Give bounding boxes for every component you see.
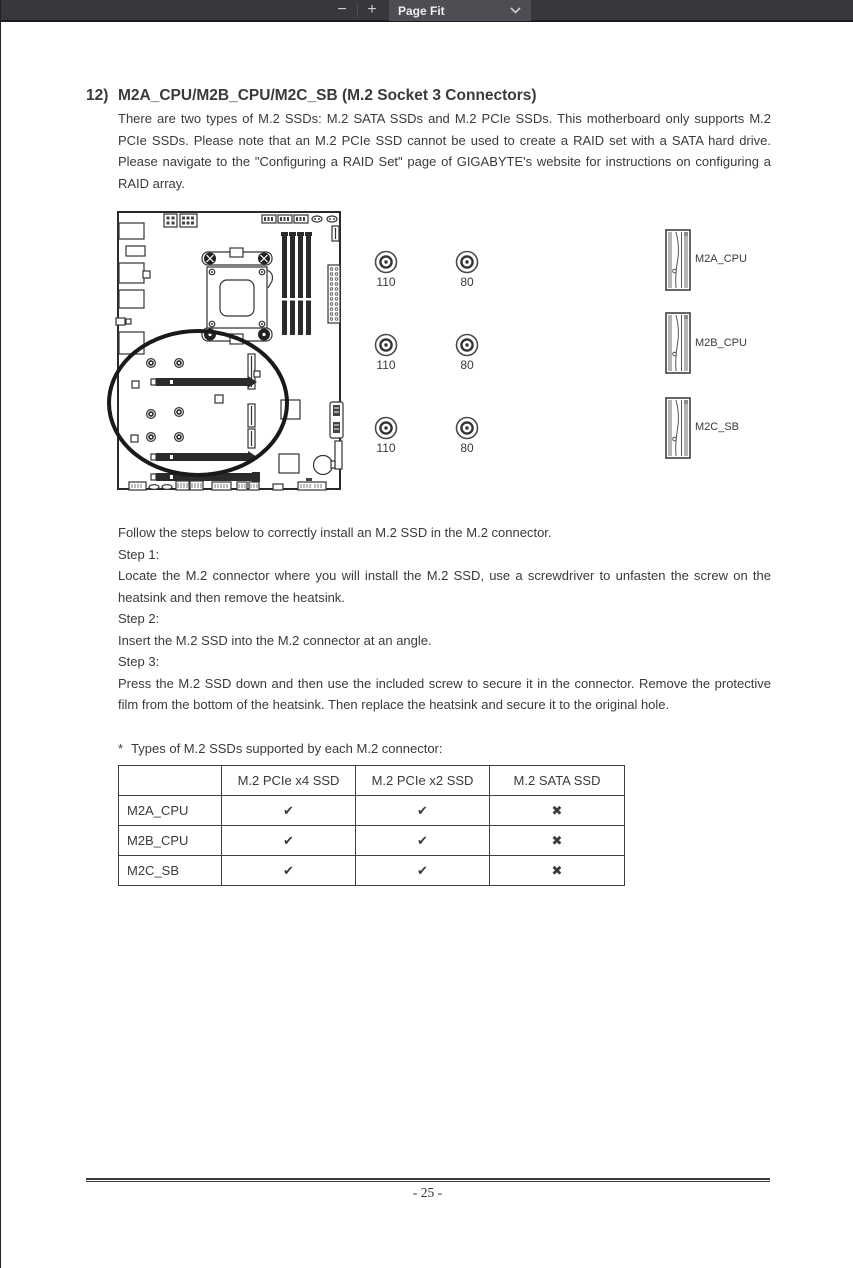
table-row [119,826,625,856]
header-pcie-x4: M.2 PCIe x4 SSD [222,766,356,796]
step-2-label: Step 2: [118,611,160,626]
check-mark: ✔ [222,856,356,886]
screw-hole-icon [373,332,399,358]
table-header-row [119,766,625,796]
cross-mark: ✖ [490,796,625,826]
zoom-in-button[interactable]: + [367,1,377,18]
row-name: M2B_CPU [119,826,222,856]
table-row [119,796,625,826]
screw-hole-icon [373,249,399,275]
step-1-label: Step 1: [118,546,160,562]
screw-hole-110-row1 [366,249,406,289]
screw-length-label: 80 [460,275,474,289]
screw-length-label: 80 [460,441,474,455]
step-3-label: Step 3: [118,654,160,669]
chevron-down-icon [510,7,521,14]
page-fit-select[interactable] [389,0,531,21]
screw-length-label: 110 [376,275,396,289]
screw-hole-110-row3 [366,415,406,455]
header-blank [119,766,222,796]
cross-mark: ✖ [490,856,625,886]
screw-hole-110-row2 [366,332,406,372]
table-row [119,856,625,886]
check-mark: ✔ [356,826,490,856]
check-mark: ✔ [356,796,490,826]
row-name: M2A_CPU [119,796,222,826]
m2-support-table [118,765,625,886]
motherboard-diagram [114,208,344,493]
caption-asterisk: * [118,741,124,756]
row-name: M2C_SB [119,856,222,886]
screw-hole-80-row1 [447,249,487,289]
intro-paragraph: There are two types of M.2 SSDs: M.2 SATA SSDs and M.2 PCIe SSDs. This motherboard only supports M.2 PCIe SSDs. Please note that an M.2 PCIe SSD cannot be used to create a RAID set with a SATA hard drive. Please navigate to the "Configuring a RAID Set" page of GIGABYTE's website for instructions on configuring a RAID array. [118,111,771,191]
header-pcie-x2: M.2 PCIe x2 SSD [356,766,490,796]
check-mark: ✔ [222,796,356,826]
m2-connector-icon [665,229,691,291]
connector-label-m2c-sb: M2C_SB [695,421,740,433]
step-1-text: Locate the M.2 connector where you will install the M.2 SSD, use a screwdriver to unfasten the screw on the heatsink and then remove the heatsink. [118,568,771,605]
screw-hole-icon [373,415,399,441]
pdf-toolbar [1,0,853,22]
step-2-text: Insert the M.2 SSD into the M.2 connector at an angle. [118,632,432,648]
table-caption [118,741,443,756]
screw-hole-icon [454,332,480,358]
zoom-out-button[interactable]: − [337,1,347,18]
screw-hole-80-row2 [447,332,487,372]
check-mark: ✔ [222,826,356,856]
toolbar-divider [357,4,358,18]
section-title: M2A_CPU/M2B_CPU/M2C_SB (M.2 Socket 3 Connectors) [118,87,537,104]
connector-label-m2a-cpu: M2A_CPU [695,253,747,265]
m2-connector-icon [665,397,691,459]
screw-length-label: 80 [460,358,474,372]
screw-length-label: 110 [376,358,396,372]
connector-label-m2b-cpu: M2B_CPU [695,337,747,349]
caption-text: Types of M.2 SSDs supported by each M.2 connector: [131,741,443,756]
step-3-text: Press the M.2 SSD down and then use the included screw to secure it in the connector. Remove the protective film from the bottom of the heatsink. Then replace the heatsink and secure it to the original hole. [118,675,771,712]
m2-connector-icon [665,312,691,374]
steps-intro: Follow the steps below to correctly install an M.2 SSD in the M.2 connector. [118,525,552,540]
cross-mark: ✖ [490,826,625,856]
page-fit-label: Page Fit [398,3,445,18]
page-number: - 25 - [412,1185,443,1200]
footer-rule [86,1178,770,1182]
screw-hole-icon [454,415,480,441]
check-mark: ✔ [356,856,490,886]
section-heading [86,87,776,105]
screw-hole-icon [454,249,480,275]
section-number: 12) [86,87,109,104]
header-sata: M.2 SATA SSD [490,766,625,796]
screw-length-label: 110 [376,441,396,455]
install-steps [118,522,771,716]
screw-hole-80-row3 [447,415,487,455]
